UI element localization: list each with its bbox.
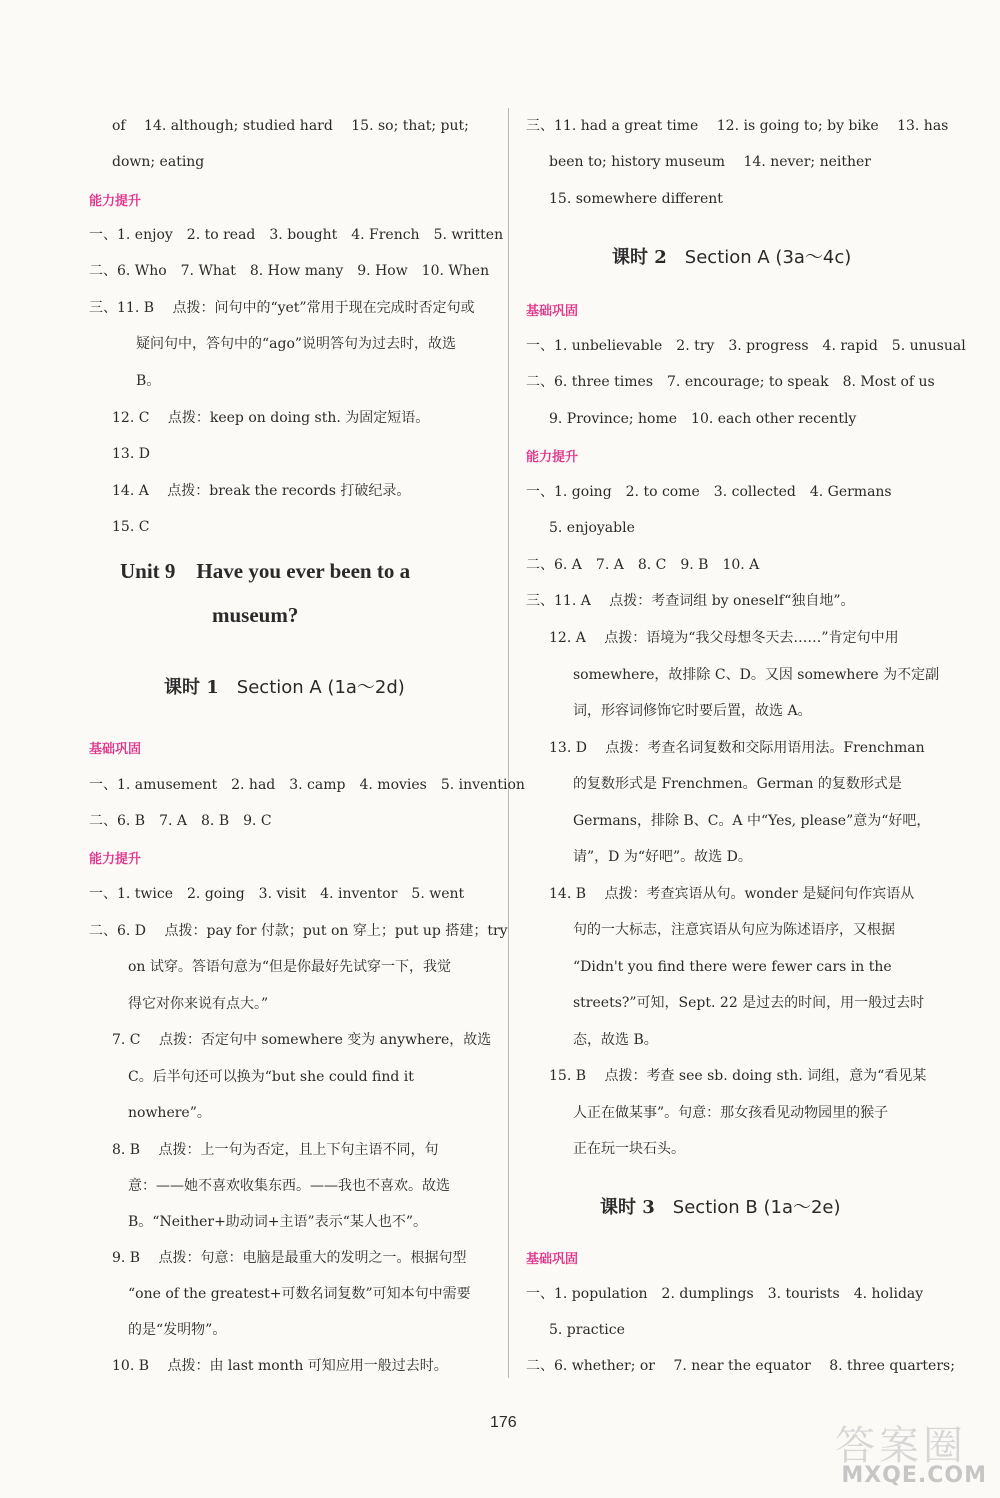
answer-line: 14. A 点拨：break the records 打破纪录。	[112, 483, 411, 499]
answer-line: 意：——她不喜欢收集东西。——我也不喜欢。故选	[128, 1178, 450, 1194]
answer-line: 8. B 点拨：上一句为否定，且上下句主语不同，句	[112, 1142, 439, 1158]
answer-line: 一、1. population 2. dumplings 3. tourists 4. holiday	[526, 1286, 924, 1302]
answer-line: 15. C	[112, 519, 150, 535]
answer-line: 请”，D 为“好吧”。故选 D。	[573, 849, 752, 865]
lesson-title	[612, 243, 851, 269]
answer-line: 15. somewhere different	[549, 191, 723, 207]
answer-line: on 试穿。答语句意为“但是你最好先试穿一下，我觉	[128, 959, 452, 975]
answer-line: 二、6. three times 7. encourage; to speak 8. Most of us	[526, 374, 935, 390]
answer-line: “Didn't you find there were fewer cars in the	[573, 959, 892, 975]
answer-line: 9. B 点拨：句意：电脑是最重大的发明之一。根据句型	[112, 1250, 467, 1266]
answer-line: 三、11. B 点拨：问句中的“yet”常用于现在完成时否定句或	[89, 300, 475, 316]
answer-line: 二、6. Who 7. What 8. How many 9. How 10. When	[89, 263, 490, 279]
unit-title: Unit 9 Have you ever been to a	[120, 559, 411, 583]
answer-line: 12. C 点拨：keep on doing sth. 为固定短语。	[112, 410, 430, 426]
lesson-number: 课时 3	[600, 1197, 655, 1218]
answer-line: been to; history museum 14. never; neither	[549, 154, 871, 170]
page-number: 176	[490, 1414, 517, 1431]
answer-line: 正在玩一块石头。	[573, 1141, 685, 1157]
answer-line: 9. Province; home 10. each other recently	[549, 411, 857, 427]
answer-line: somewhere，故排除 C、D。又因 somewhere 为不定副	[573, 667, 940, 683]
answer-line: 态，故选 B。	[573, 1032, 658, 1048]
answer-line: B。“Neither+助动词+主语”表示“某人也不”。	[128, 1214, 428, 1230]
answer-line: 14. B 点拨：考查宾语从句。wonder 是疑问句作宾语从	[549, 886, 915, 902]
column-divider	[508, 108, 509, 1378]
section-heading: 能力提升	[526, 450, 579, 465]
answer-line: 7. C 点拨：否定句中 somewhere 变为 anywhere，故选	[112, 1032, 492, 1048]
lesson-number: 课时 1	[164, 677, 219, 698]
answer-line: 二、6. D 点拨：pay for 付款；put on 穿上；put up 搭建；try	[89, 923, 508, 939]
answer-line: 三、11. A 点拨：考查词组 by oneself“独自地”。	[526, 593, 855, 609]
answer-line: 一、1. amusement 2. had 3. camp 4. movies 5. invention	[89, 777, 525, 793]
answer-line: 一、1. going 2. to come 3. collected 4. Germans	[526, 484, 892, 500]
answer-line: 二、6. A 7. A 8. C 9. B 10. A	[526, 557, 760, 573]
answer-line: 句的一大标志，注意宾语从句应为陈述语序，又根据	[573, 922, 895, 938]
section-heading: 基础巩固	[89, 742, 142, 757]
lesson-section: Section A (3a～4c)	[684, 247, 852, 268]
answer-line: 得它对你来说有点大。”	[128, 996, 269, 1012]
answer-line: 二、6. whether; or 7. near the equator 8. three quarters;	[526, 1358, 955, 1374]
answer-line: 的是“发明物”。	[128, 1322, 227, 1338]
answer-line: “one of the greatest+可数名词复数”可知本句中需要	[128, 1286, 471, 1302]
answer-line: 的复数形式是 Frenchmen。German 的复数形式是	[573, 776, 902, 792]
answer-line: of 14. although; studied hard 15. so; that; put;	[112, 118, 469, 134]
section-heading: 基础巩固	[526, 1252, 579, 1267]
section-heading: 基础巩固	[526, 304, 579, 319]
answer-line: 5. practice	[549, 1322, 625, 1338]
answer-line: 10. B 点拨：由 last month 可知应用一般过去时。	[112, 1358, 448, 1374]
answer-line: Germans，排除 B、C。A 中“Yes, please”意为“好吧，	[573, 813, 931, 829]
watermark-text-cn: 答案圈	[835, 1423, 967, 1469]
answer-line: 三、11. had a great time 12. is going to; by bike 13. has	[526, 118, 949, 134]
answer-line: 12. A 点拨：语境为“我父母想冬天去……”肯定句中用	[549, 630, 899, 646]
answer-line: 15. B 点拨：考查 see sb. doing sth. 词组，意为“看见某	[549, 1068, 927, 1084]
answer-line: streets?”可知，Sept. 22 是过去的时间，用一般过去时	[573, 995, 925, 1011]
section-heading: 能力提升	[89, 852, 142, 867]
watermark-logo	[815, 1408, 995, 1494]
lesson-section: Section B (1a～2e)	[672, 1197, 841, 1218]
answer-line: 一、1. enjoy 2. to read 3. bought 4. French 5. written	[89, 227, 504, 243]
answer-line: C。后半句还可以换为“but she could find it	[128, 1069, 414, 1085]
answer-line: 疑问句中，答句中的“ago”说明答句为过去时，故选	[136, 336, 457, 352]
answer-line: 词，形容词修饰它时要后置，故选 A。	[573, 703, 812, 719]
answer-line: down; eating	[112, 154, 205, 170]
watermark-text-url: MXQE.COM	[841, 1463, 987, 1488]
answer-line: 13. D 点拨：考查名词复数和交际用语用法。Frenchman	[549, 740, 925, 756]
unit-title-cont: museum?	[212, 603, 299, 627]
lesson-number: 课时 2	[612, 247, 667, 268]
answer-line: 二、6. B 7. A 8. B 9. C	[89, 813, 272, 829]
answer-line: 一、1. unbelievable 2. try 3. progress 4. rapid 5. unusual	[526, 338, 966, 354]
answer-line: 13. D	[112, 446, 150, 462]
lesson-title	[164, 673, 405, 699]
answer-line: 5. enjoyable	[549, 520, 635, 536]
answer-line: B。	[136, 373, 161, 389]
answer-line: nowhere”。	[128, 1105, 211, 1121]
lesson-title	[600, 1193, 841, 1219]
answer-line: 人正在做某事”。句意：那女孩看见动物园里的猴子	[573, 1105, 889, 1121]
section-heading: 能力提升	[89, 194, 142, 209]
lesson-section: Section A (1a～2d)	[236, 677, 405, 698]
answer-line: 一、1. twice 2. going 3. visit 4. inventor 5. went	[89, 886, 465, 902]
